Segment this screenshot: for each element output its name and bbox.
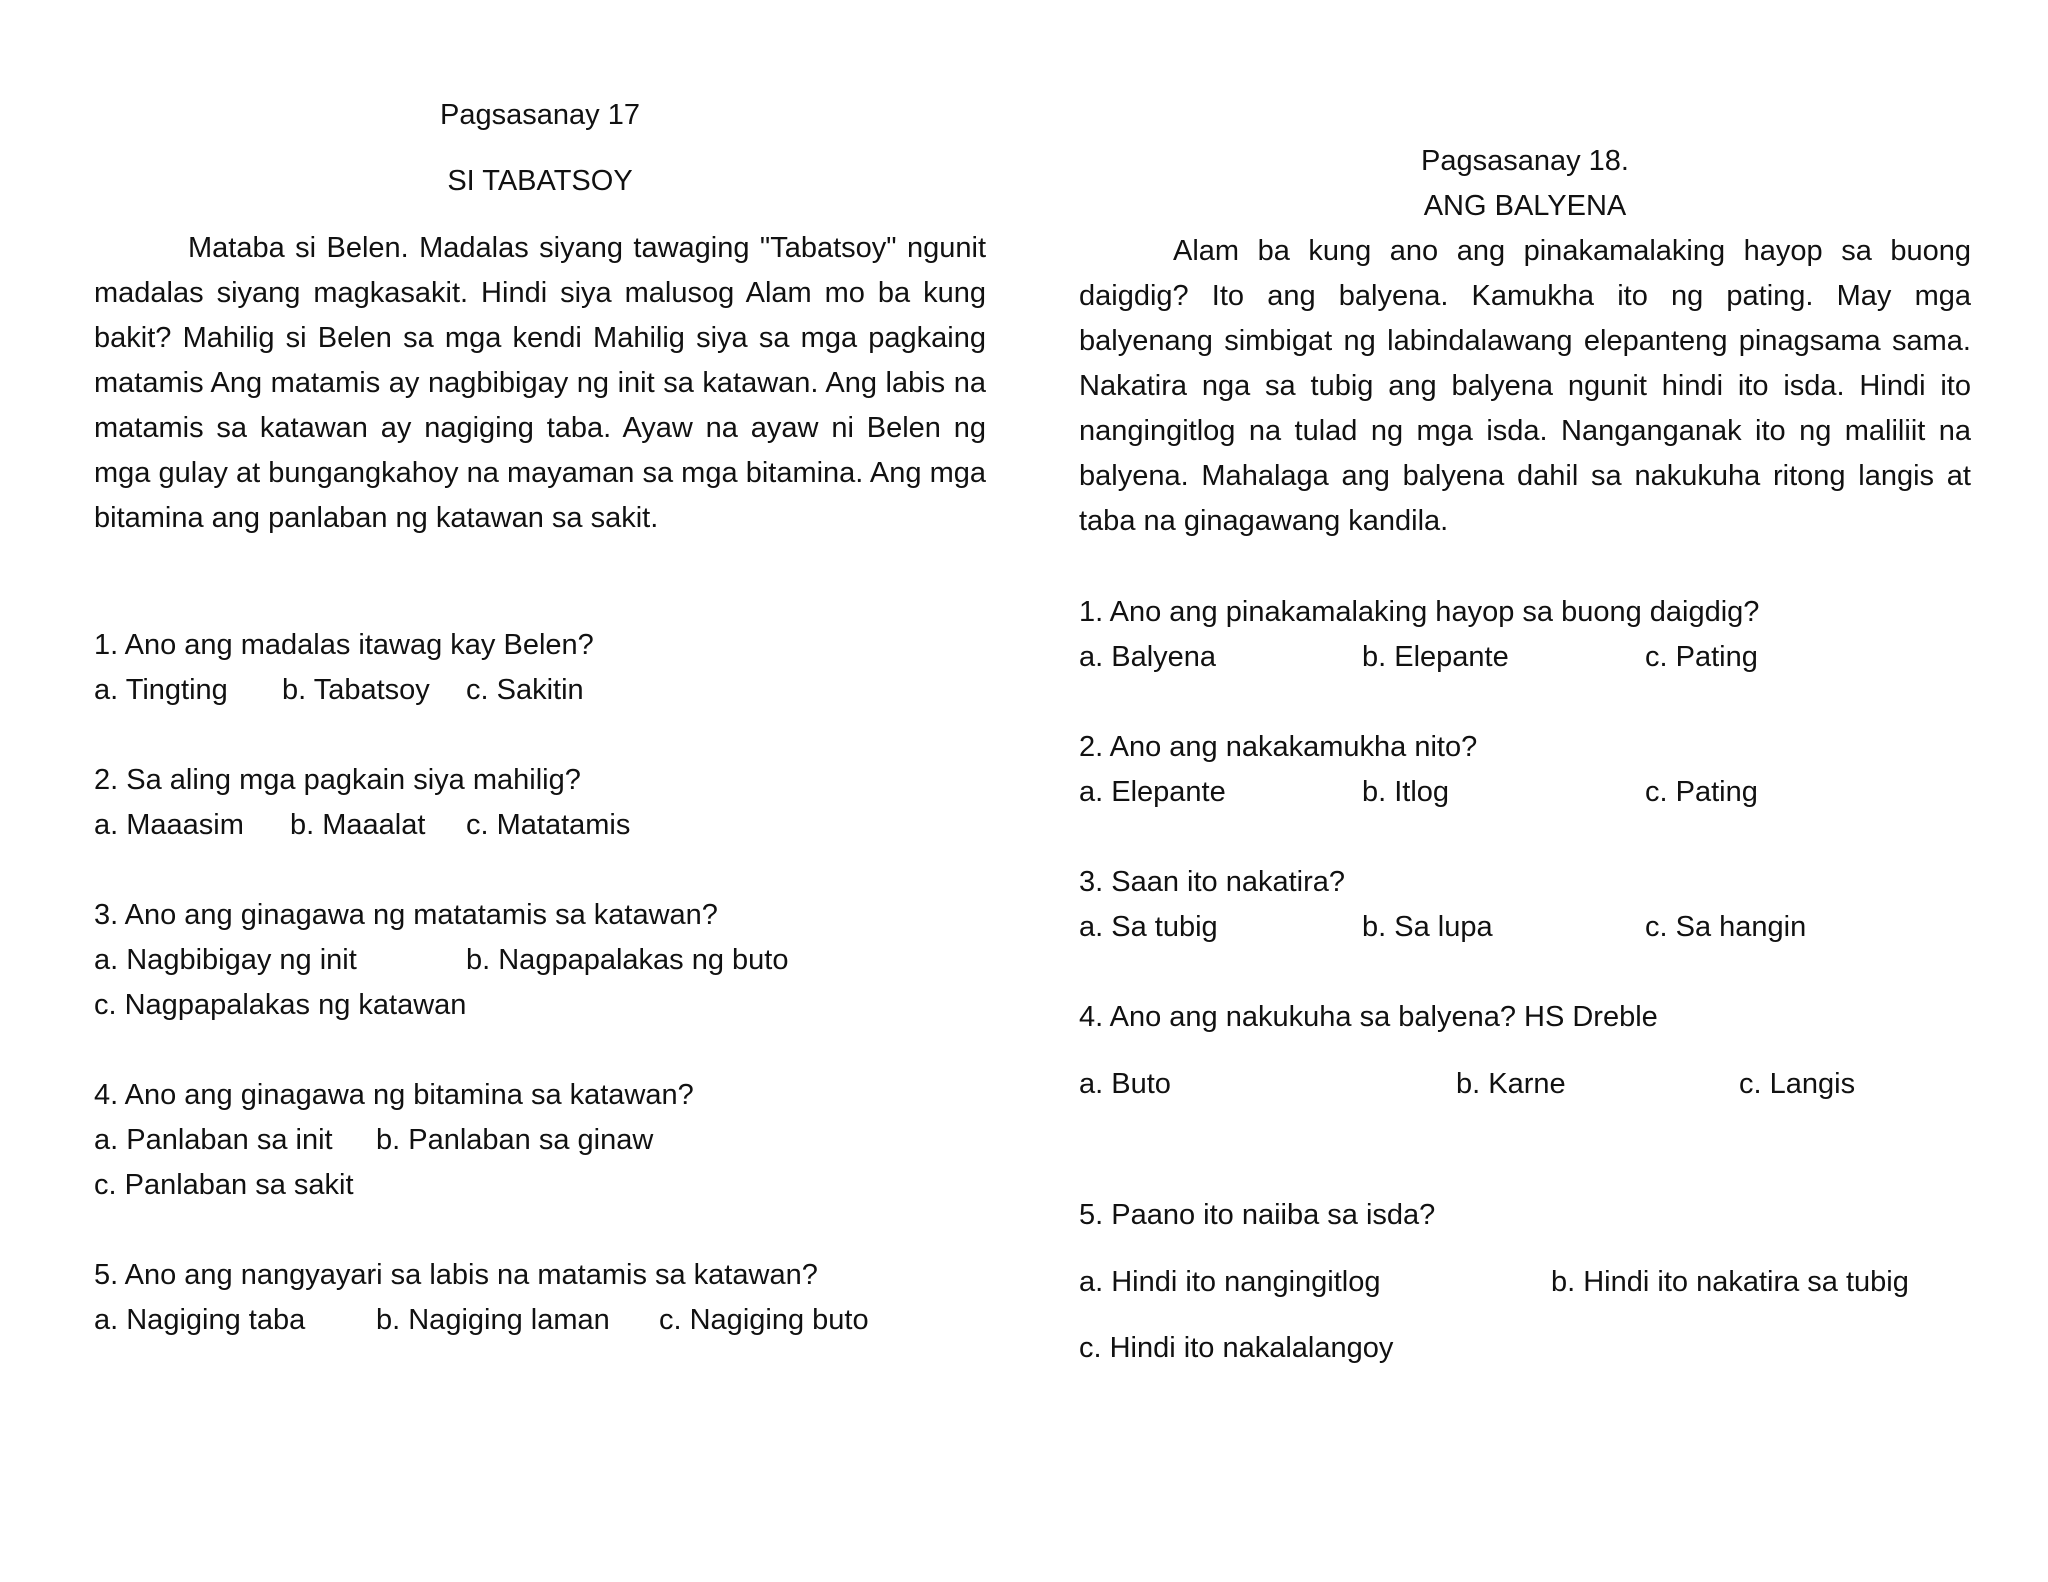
choice-3c: c. Nagpapalakas ng katawan bbox=[94, 989, 467, 1021]
question-1: 1. Ano ang madalas itawag kay Belen? bbox=[94, 629, 594, 661]
story-title: SI TABATSOY bbox=[447, 165, 633, 197]
choice-4a: a. Buto bbox=[1079, 1068, 1171, 1100]
choice-5a: a. Nagiging taba bbox=[94, 1304, 306, 1336]
choice-4b: b. Karne bbox=[1456, 1068, 1566, 1100]
choice-2c: c. Pating bbox=[1645, 776, 1758, 808]
choice-2b: b. Maaalat bbox=[290, 809, 426, 841]
story-passage: Mataba si Belen. Madalas siyang tawaging "Tabatsoy" ngunit madalas siyang magkasakit. Hindi siya malusog Alam mo ba kung bakit? Mahilig si Belen sa mga kendi Mahilig siya sa mga pagkaing matamis Ang matamis ay nagbibigay ng init sa katawan. Ang labis na matamis sa katawan ay nagiging taba. Ayaw na ayaw ni Belen ng mga gulay at bungangkahoy na mayaman sa mga bitamina. Ang mga bitamina ang panlaban ng katawan sa sakit. bbox=[94, 232, 986, 534]
question-2: 2. Ano ang nakakamukha nito? bbox=[1079, 731, 1478, 763]
question-5: 5. Paano ito naiiba sa isda? bbox=[1079, 1199, 1436, 1231]
question-5: 5. Ano ang nangyayari sa labis na matamis sa katawan? bbox=[94, 1259, 818, 1291]
choice-2a: a. Maaasim bbox=[94, 809, 244, 841]
choice-2c: c. Matatamis bbox=[466, 809, 631, 841]
choice-5c: c. Hindi ito nakalalangoy bbox=[1079, 1332, 1394, 1364]
question-3: 3. Ano ang ginagawa ng matatamis sa katawan? bbox=[94, 899, 718, 931]
choice-3a: a. Nagbibigay ng init bbox=[94, 944, 357, 976]
choice-3b: b. Nagpapalakas ng buto bbox=[466, 944, 789, 976]
choice-1a: a. Tingting bbox=[94, 674, 228, 706]
choice-1c: c. Pating bbox=[1645, 641, 1758, 673]
exercise-label: Pagsasanay 17 bbox=[440, 99, 640, 131]
story-passage: Alam ba kung ano ang pinakamalaking hayop sa buong daigdig? Ito ang balyena. Kamukha ito ng pating. May mga balyenang simbigat ng labindalawang elepanteng pinagsama sama. Nakatira nga sa tubig ang balyena ngunit hindi ito isda. Hindi ito nangingitlog na tulad ng mga isda. Nanganganak ito ng maliliit na balyena. Mahalaga ang balyena dahil sa nakukuha ritong langis at taba na ginagawang kandila. bbox=[1079, 235, 1971, 537]
choice-1c: c. Sakitin bbox=[466, 674, 584, 706]
choice-4c: c. Langis bbox=[1739, 1068, 1856, 1100]
choice-1b: b. Tabatsoy bbox=[282, 674, 430, 706]
choice-5c: c. Nagiging buto bbox=[659, 1304, 869, 1336]
choice-4a: a. Panlaban sa init bbox=[94, 1124, 333, 1156]
question-4: 4. Ano ang ginagawa ng bitamina sa katawan? bbox=[94, 1079, 694, 1111]
choice-2b: b. Itlog bbox=[1362, 776, 1450, 808]
choice-5b: b. Hindi ito nakatira sa tubig bbox=[1551, 1266, 1909, 1298]
question-3: 3. Saan ito nakatira? bbox=[1079, 866, 1346, 898]
choice-3c: c. Sa hangin bbox=[1645, 911, 1807, 943]
choice-4b: b. Panlaban sa ginaw bbox=[376, 1124, 654, 1156]
choice-3b: b. Sa lupa bbox=[1362, 911, 1493, 943]
question-2: 2. Sa aling mga pagkain siya mahilig? bbox=[94, 764, 581, 796]
exercise-label: Pagsasanay 18. bbox=[1421, 145, 1629, 177]
choice-4c: c. Panlaban sa sakit bbox=[94, 1169, 354, 1201]
question-1: 1. Ano ang pinakamalaking hayop sa buong daigdig? bbox=[1079, 596, 1760, 628]
choice-1b: b. Elepante bbox=[1362, 641, 1509, 673]
question-4: 4. Ano ang nakukuha sa balyena? HS Dreble bbox=[1079, 1001, 1658, 1033]
choice-2a: a. Elepante bbox=[1079, 776, 1226, 808]
choice-3a: a. Sa tubig bbox=[1079, 911, 1218, 943]
choice-1a: a. Balyena bbox=[1079, 641, 1217, 673]
choice-5b: b. Nagiging laman bbox=[376, 1304, 610, 1336]
choice-5a: a. Hindi ito nangingitlog bbox=[1079, 1266, 1381, 1298]
story-title: ANG BALYENA bbox=[1423, 190, 1627, 222]
